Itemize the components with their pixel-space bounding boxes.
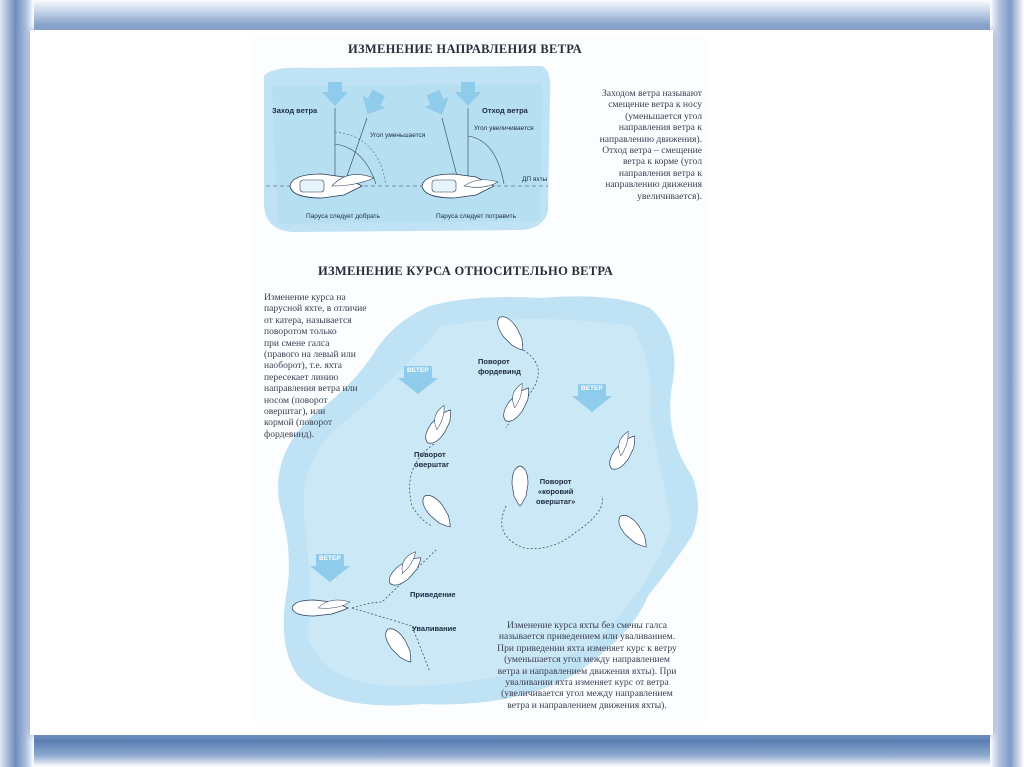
label-overshtag: Поворот оверштаг — [414, 450, 450, 469]
label-fordewind: Поворот фордевинд — [478, 357, 521, 376]
wind-label: ВЕТЕР — [581, 385, 603, 392]
frame-left-border — [0, 0, 34, 767]
scanned-page — [252, 36, 706, 722]
label-korov-overshtag: Поворот «коровий оверштаг» — [536, 477, 576, 506]
section1-description: Заходом ветра называют смещение ветра к носу (уменьшается угол направления ветра к направлению движения). Отход ветра – смещение ветра к корме (угол направления ветра к направлению движения увеличивается). — [599, 88, 702, 202]
section1-title: ИЗМЕНЕНИЕ НАПРАВЛЕНИЯ ВЕТРА — [348, 42, 582, 56]
frame-right-border — [990, 0, 1024, 767]
label-potravit: Паруса следует потравить — [436, 213, 516, 220]
wind-label: ВЕТЕР — [407, 367, 429, 374]
section2-outro: Изменение курса яхты без смены галса называется приведением или уваливанием. При приведении яхта изменяет курс к ветру (уменьшается угол между направлением ветра и направлением движения яхты). При уваливании яхта изменяет курс от ветра (увеличивается угол между направлением ветра и направлением движения яхты). — [497, 620, 677, 711]
label-zahod: Заход ветра — [272, 106, 318, 115]
label-othod: Отход ветра — [482, 106, 528, 115]
label-dobrat: Паруса следует добрать — [306, 213, 380, 220]
label-dp: ДП яхты — [522, 176, 548, 183]
wind-label: ВЕТЕР — [319, 555, 341, 562]
label-uvalivanie: Уваливание — [412, 624, 457, 633]
section2-title: ИЗМЕНЕНИЕ КУРСА ОТНОСИТЕЛЬНО ВЕТРА — [318, 264, 614, 278]
section2-intro: Изменение курса на парусной яхте, в отличие от катера, называется поворотом только при смене галса (правого на левый или наоборот), т.е. яхта пересекает линию направления ветра или носом (поворот оверштаг), или кормой (поворот фордевинд). — [264, 292, 367, 440]
label-ugol-umen: Угол уменьшается — [370, 132, 426, 139]
label-privedenie: Приведение — [410, 590, 456, 599]
label-ugol-uvel: Угол увеличивается — [474, 125, 534, 132]
